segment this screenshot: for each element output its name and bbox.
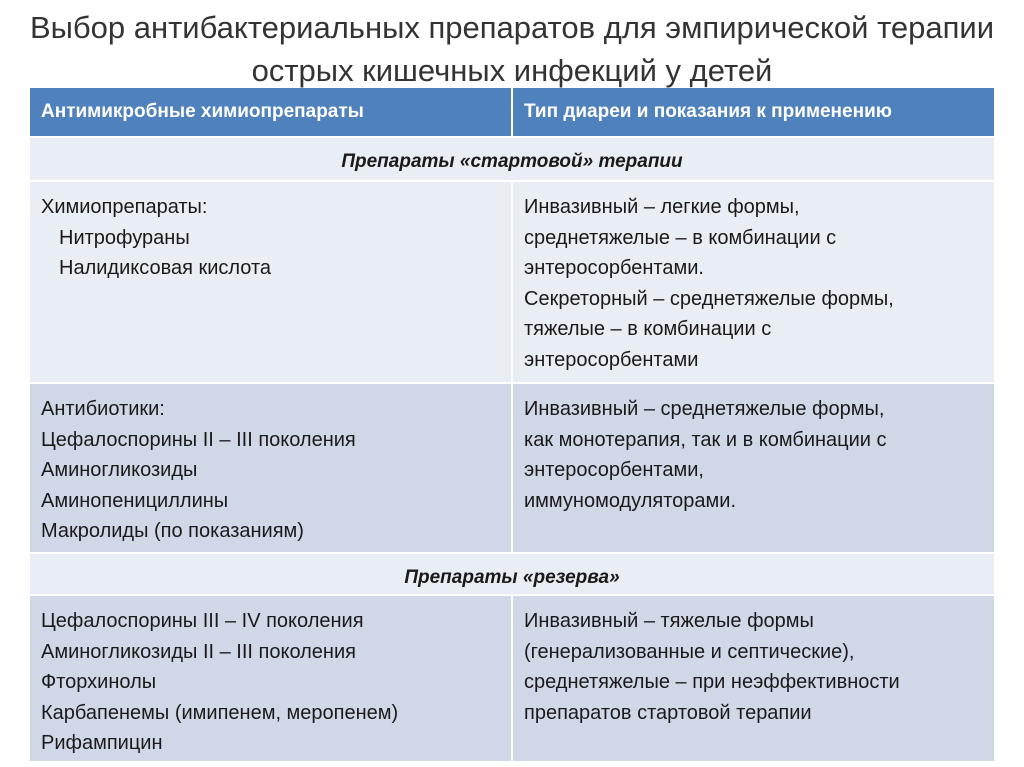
cell-line: энтеросорбентами: [524, 348, 699, 371]
cell-line: как монотерапия, так и в комбинации с: [524, 428, 887, 451]
cell-line: Налидиксовая кислота: [59, 257, 272, 279]
cell-antibiotics: [30, 384, 511, 552]
header-cell-drugs: Антимикробные химиопрепараты: [30, 88, 511, 136]
cell-line: Карбапенемы (имипенем, меропенем): [41, 701, 399, 724]
title-line-1: Выбор антибактериальных препаратов для эмпирической терапии: [29, 10, 995, 45]
cell-line: Фторхинолы: [41, 671, 157, 693]
cell-line: (генерализованные и септические),: [524, 640, 855, 663]
cell-line: тяжелые – в комбинации с: [524, 318, 772, 340]
table-header-row: [30, 88, 994, 136]
cell-line: Секреторный – среднетяжелые формы,: [524, 287, 894, 310]
table-row: [30, 596, 994, 761]
cell-line: Рифампицин: [41, 732, 163, 754]
cell-antibiotics-indications: [513, 384, 994, 552]
header-cell-diarrhea-type: Тип диареи и показания к применению: [513, 88, 994, 136]
cell-line: Цефалоспорины II – III поколения: [41, 428, 356, 451]
antibacterial-table: [30, 88, 994, 761]
cell-reserve-indications: [513, 596, 994, 761]
slide-title: [0, 6, 1024, 92]
cell-line: энтеросорбентами.: [524, 257, 704, 279]
cell-reserve-drugs: [30, 596, 511, 761]
cell-line: Инвазивный – среднетяжелые формы,: [524, 398, 885, 420]
section-row-start-therapy: [30, 138, 994, 180]
title-line-2: острых кишечных инфекций у детей: [251, 53, 773, 88]
cell-line: энтеросорбентами,: [524, 459, 704, 481]
cell-line: иммуномодуляторами.: [524, 489, 737, 512]
section-title-reserve: Препараты «резерва»: [30, 554, 994, 594]
cell-chemotherapy-indications: [513, 182, 994, 382]
cell-line: Макролиды (по показаниям): [41, 520, 304, 542]
cell-line: Антибиотики:: [41, 398, 165, 420]
cell-line: Нитрофураны: [59, 226, 190, 249]
cell-chemotherapy-drugs: [30, 182, 511, 382]
cell-line: Инвазивный – тяжелые формы: [524, 610, 814, 632]
cell-line: Химиопрепараты:: [41, 196, 208, 218]
section-title-start-therapy: Препараты «стартовой» терапии: [30, 138, 994, 180]
cell-line: среднетяжелые – при неэффективности: [524, 671, 900, 693]
cell-line: Цефалоспорины III – IV поколения: [41, 610, 364, 632]
cell-line: Аминогликозиды II – III поколения: [41, 640, 356, 663]
table-row: [30, 384, 994, 552]
cell-line: Аминогликозиды: [41, 459, 198, 481]
cell-line: Инвазивный – легкие формы,: [524, 196, 800, 218]
section-row-reserve: [30, 554, 994, 594]
cell-line: Аминопенициллины: [41, 489, 229, 512]
table-row: [30, 182, 994, 382]
cell-line: среднетяжелые – в комбинации с: [524, 226, 837, 249]
cell-line: препаратов стартовой терапии: [524, 701, 812, 724]
